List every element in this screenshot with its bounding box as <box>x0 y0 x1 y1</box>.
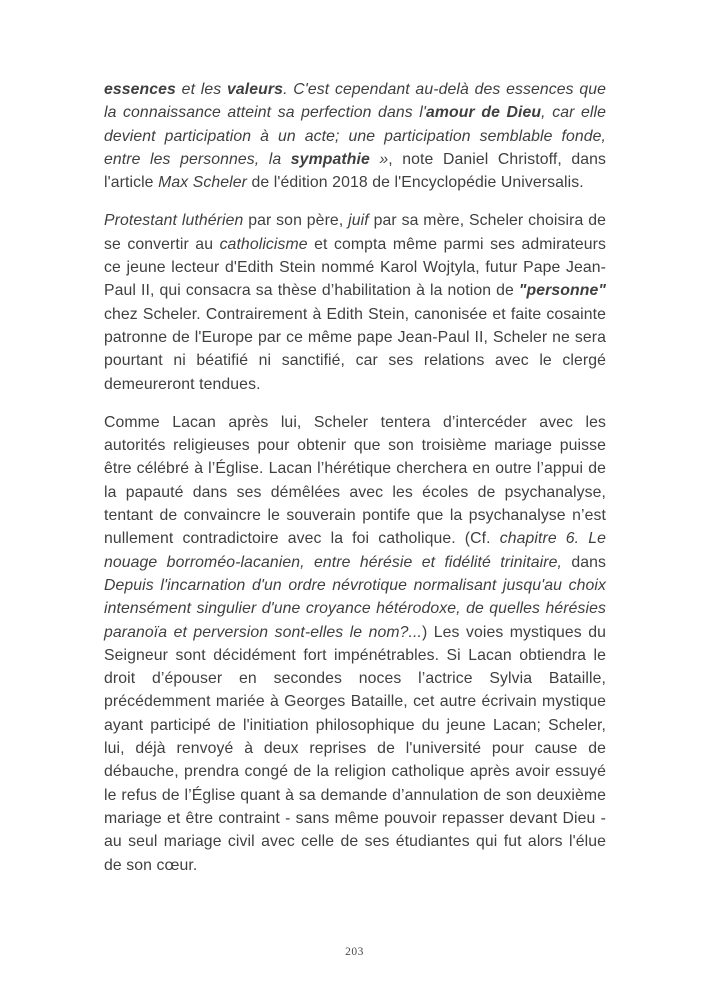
text-run: dans <box>561 553 606 571</box>
text-run: Max Scheler <box>158 174 247 192</box>
text-run: chapitre 6. Le nouage borroméo-lacanien, entre hérésie et fidélité trinitaire, <box>104 530 607 571</box>
text-run: Depuis l'incarnation d'un ordre névrotique normalisant jusqu'au choix intensément singulier d'une croyance hétérodoxe, de quelles hérésies paranoïa et perversion sont-elles le nom?... <box>104 576 606 641</box>
text-run: juif <box>348 212 369 230</box>
text-content <box>104 78 606 877</box>
text-run: essences <box>104 81 176 98</box>
text-run: et compta même parmi ses admirateurs ce jeune lecteur d'Edith Stein nommé Karol Wojtyla, futur Pape Jean-Paul II, qui consacra sa thèse d’habilitation à la notion de <box>104 235 606 300</box>
paragraph <box>104 209 606 395</box>
text-run: Comme Lacan après lui, Scheler tentera d’intercéder avec les autorités religieuses pour obtenir que son troisième mariage puisse être célébré à l’Église. Lacan l’hérétique cherchera en outre l’appui de la papauté dans ses démêlées avec les écoles de psychanalyse, tentant de convaincre le souverain pontife que la psychanalyse n’est nullement contradictoire avec la foi catholique. (Cf. <box>104 413 606 548</box>
text-run: ) Les voies mystiques du Seigneur sont décidément fort impénétrables. Si Lacan obtiendra le droit d’épouser en secondes noces l’actrice Sylvia Bataille, précédemment mariée à Georges Bataille, cet autre écrivain mystique ayant participé de l'initiation philosophique du jeune Lacan; Scheler, lui, déjà renvoyé à deux reprises de l'université pour cause de débauche, prendra congé de la religion catholique après avoir essuyé le refus de l’Église quant à sa demande d’annulation de son deuxième mariage et être contraint - sans même pouvoir repasser devant Dieu - au seul mariage civil avec celle de ses étudiantes qui fut alors l'élue de son cœur. <box>104 623 606 874</box>
text-run: de l'édition 2018 de l'Encyclopédie Universalis. <box>246 174 584 192</box>
text-run: chez Scheler. Contrairement à Edith Stein, canonisée et faite cosainte patronne de l'Europe par ce même pape Jean-Paul II, Scheler ne sera pourtant ni béatifié ni sanctifié, car ses relations avec le clergé demeureront tendues. <box>104 305 606 393</box>
text-run: , note Daniel Christoff, dans l'article <box>104 150 606 192</box>
text-run: amour de Dieu <box>426 104 542 122</box>
text-run: par sa mère, Scheler choisira de se convertir au <box>104 212 606 253</box>
page-number: 203 <box>345 946 364 958</box>
text-run: Protestant luthérien <box>104 212 244 230</box>
text-run: "personne" <box>518 282 606 300</box>
text-run: par son père, <box>243 212 349 230</box>
paragraph <box>104 411 606 877</box>
text-run: catholicisme <box>219 235 308 253</box>
text-run: sympathie <box>290 150 370 168</box>
text-run: et les <box>175 81 228 98</box>
text-run: , car elle devient participation à un acte; une participation semblable fonde, entre les personnes, la <box>104 104 606 168</box>
paragraphs-container <box>104 78 606 877</box>
text-run: . C'est cependant au-delà des essences que la connaissance atteint sa perfection dans l' <box>104 81 606 122</box>
text-run: » <box>369 150 389 168</box>
text-run: valeurs <box>227 81 284 98</box>
paragraph <box>104 78 606 194</box>
